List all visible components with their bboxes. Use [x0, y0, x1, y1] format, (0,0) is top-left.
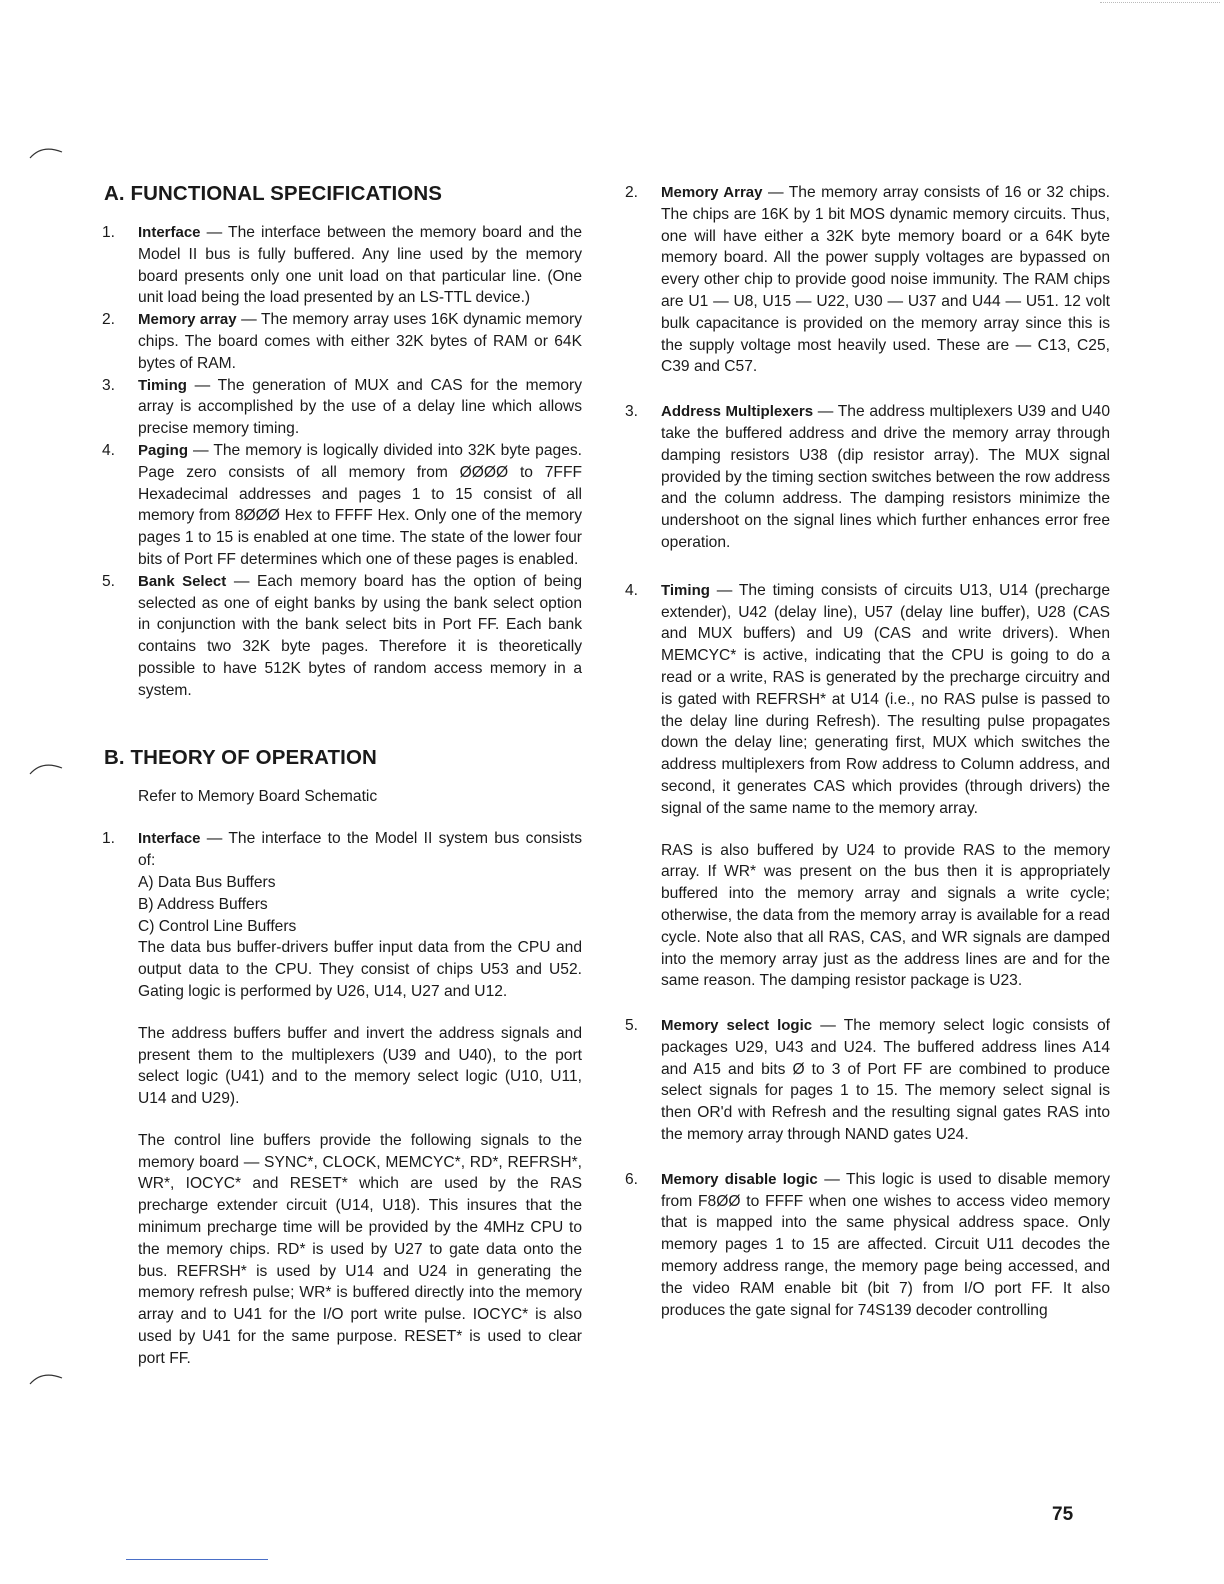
- paragraph: The control line buffers provide the following signals to the memory board — SYNC*, CLOCK, MEMCYC*, RD*, REFRSH*, WR*, IOCYC* and RESET* which are used by the RAS precharge extender circuit (U14, U18). This insures that the minimum precharge time will be provided by the 4MHz CPU to the memory chips. RD* is used by U27 to gate data onto the bus. REFRSH* is used by U14 and U24 in generating the memory refresh pulse; WR* is buffered directly into the memory array and to U41 for the I/O port write pulse. IOCYC* is also used by U41 for the same purpose. RESET* is used to clear port FF.: [138, 1131, 582, 1367]
- item-number: 2.: [625, 184, 639, 201]
- item-text: — The generation of MUX and CAS for the memory array is accomplished by the use of a delay line which allows precise memory timing.: [138, 376, 582, 438]
- item-title: Memory Array: [661, 184, 763, 201]
- section-heading-functional-specifications: A. FUNCTIONAL SPECIFICATIONS: [104, 182, 443, 205]
- item-title: Memory array: [138, 311, 237, 329]
- item-text: — The timing consists of circuits U13, U14 (precharge extender), U42 (delay line), U57 (delay line buffer), U28 (CAS and MUX buffers) and U9 (CAS and write drivers). When MEMCYC* is active, indicating that the CPU is going to do a read or a write, RAS is generated by the precharge circuitry and is gated with REFRSH* at U14 (i.e., no RAS pulse is passed to the delay line during Refresh). The resulting pulse propagates down the delay line; generating first, MUX which switches the address multiplexers from Row address to Column address, and second, it generates CAS which provides (through drivers) the signal of the same name to the memory array.: [661, 581, 1110, 817]
- item-number: 1.: [102, 224, 116, 241]
- item-number: 3.: [625, 403, 639, 421]
- item-title: Timing: [138, 376, 187, 394]
- item-title: Bank Select: [138, 572, 227, 590]
- theory-item-address-multiplexers: [625, 401, 1110, 554]
- paragraph: The data bus buffer-drivers buffer input data from the CPU and output data to the CPU. They consist of chips U53 and U52. Gating logic is performed by U26, U14, U27 and U12.: [138, 939, 582, 1000]
- theory-item-timing: [625, 580, 1110, 992]
- page-number: 75: [1052, 1504, 1074, 1525]
- item-text: — The address multiplexers U39 and U40 take the buffered address and drive the memory array through damping resistors U38 (dip resistor array). The MUX signal provided by the timing section switches between the row address and the column address. The damping resistors minimize the undershoot on the signal lines which further enhances error free operation.: [661, 403, 1110, 551]
- item-title: Paging: [138, 441, 189, 459]
- paragraph: The address buffers buffer and invert the address signals and present them to the multiplexers (U39 and U40), to the port select logic (U41) and to the memory select logic (U10, U11, U14 and U29).: [138, 1024, 582, 1108]
- item-number: 6.: [625, 1170, 639, 1188]
- list-item: A) Data Bus Buffers: [138, 873, 276, 891]
- spec-item-timing: [102, 375, 582, 440]
- item-title: Timing: [661, 581, 710, 599]
- scan-artifact: [1100, 2, 1220, 6]
- spec-item-interface: [102, 222, 582, 309]
- theory-item-memory-select-logic: [625, 1015, 1110, 1146]
- spec-item-paging: [102, 440, 582, 571]
- item-number: 1.: [102, 830, 116, 848]
- item-text: — The memory is logically divided into 32K byte pages. Page zero consists of all memory from ØØØØ to 7FFF Hexadecimal addresses and pages 1 to 15 consist of all memory from 8ØØØ Hex to FFFF Hex. Only one of the memory pages 1 to 15 is enabled at one time. The state of the lower four bits of Port FF determines which one of these pages is enabled.: [138, 441, 582, 568]
- left-column: [102, 182, 582, 1370]
- list-item: C) Control Line Buffers: [138, 917, 297, 935]
- spec-item-bank-select: [102, 571, 582, 702]
- paragraph: RAS is also buffered by U24 to provide RAS to the memory array. If WR* was present on the bus then it is appropriately buffered into the memory array and signals a write cycle; otherwise, the data from the memory array is available for a read cycle. Note also that all RAS, CAS, and WR signals are damped into the memory array just as the address lines are and for the same reason. The damping resistor package is U23.: [661, 841, 1110, 990]
- item-number: 3.: [102, 376, 116, 394]
- theory-item-memory-array: [625, 182, 1110, 378]
- binder-hole-mark-bottom: [28, 1366, 64, 1396]
- item-number: 5.: [102, 572, 116, 590]
- item-title: Memory disable logic: [661, 1170, 818, 1188]
- right-column: [625, 182, 1110, 1321]
- item-text: — The memory array uses 16K dynamic memory chips. The board comes with either 32K bytes of RAM or 64K bytes of RAM.: [138, 311, 582, 372]
- section-heading-theory-of-operation: B. THEORY OF OPERATION: [104, 745, 377, 769]
- item-text: — The memory select logic consists of packages U29, U43 and U24. The buffered address lines A14 and A15 and bits Ø to 3 of Port FF are combined to produce select signals for pages 1 to 15. The memory select signal is then OR'd with Refresh and the resulting signal gates RAS into the memory array through NAND gates U24.: [661, 1017, 1111, 1144]
- binder-hole-mark-middle: [28, 756, 64, 786]
- item-text: — The interface between the memory board and the Model II bus is fully buffered. Any line used by the memory board presents only one unit load on that particular line. (One unit load being the load presented by an LS-TTL device.): [138, 224, 582, 307]
- item-number: 5.: [625, 1017, 639, 1035]
- item-title: Interface: [138, 830, 201, 848]
- item-number: 4.: [625, 581, 639, 599]
- item-title: Address Multiplexers: [661, 403, 814, 421]
- item-number: 4.: [102, 441, 116, 459]
- spec-item-memory-array: [102, 309, 582, 374]
- schematic-reference: Refer to Memory Board Schematic: [138, 787, 378, 805]
- item-text: — The interface to the Model II system bus consists of:: [138, 830, 582, 870]
- item-title: Interface: [138, 224, 201, 241]
- item-number: 2.: [102, 311, 116, 329]
- list-item: B) Address Buffers: [138, 895, 268, 913]
- item-text: — Each memory board has the option of being selected as one of eight banks by using the bank select option in conjunction with the bank select bits in Port FF. Each bank contains two 32K byte pages. Therefore it is theoretically possible to have 512K bytes of random access memory in a system.: [138, 572, 582, 699]
- footer-rule: [126, 1559, 268, 1560]
- item-text: — This logic is used to disable memory from F8ØØ to FFFF when one wishes to access video memory that is mapped into the same physical address space. Only memory pages 1 to 15 are affected. Circuit U11 decodes the memory address range, the memory page being accessed, and the video RAM enable bit (bit 7) from I/O port FF. It also produces the gate signal for 74S139 decoder controlling: [661, 1170, 1111, 1319]
- item-text: — The memory array consists of 16 or 32 chips. The chips are 16K by 1 bit MOS dynamic memory circuits. Thus, one will have either a 32K byte memory board or a 64K byte memory board. All the power supply voltages are bypassed on every other chip to provide good noise immunity. The RAM chips are U1 — U8, U15 — U22, U30 — U37 and U44 — U51. 12 volt bulk capacitance is provided on the memory array since this is the supply voltage most heavily used. These are — C13, C25, C39 and C57.: [661, 184, 1110, 376]
- item-title: Memory select logic: [661, 1017, 813, 1035]
- theory-item-interface: [102, 828, 582, 1369]
- binder-hole-mark-top: [28, 140, 64, 170]
- theory-item-memory-disable-logic: [625, 1169, 1110, 1322]
